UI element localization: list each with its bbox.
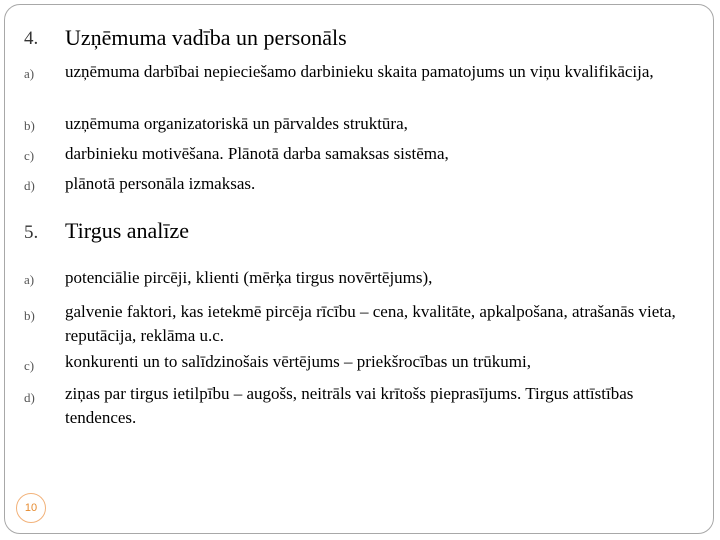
list-item-text: darbinieku motivēšana. Plānotā darba samaksas sistēma, — [65, 144, 449, 163]
section-5-number: 5. — [24, 222, 39, 243]
list-item-label: a) — [24, 66, 35, 81]
section-4-title: Uzņēmuma vadība un personāls — [65, 25, 347, 50]
list-item-label: b) — [24, 118, 35, 133]
list-item-text: uzņēmuma darbībai nepieciešamo darbinieku skaita pamatojums un viņu kvalifikācija, — [65, 62, 654, 81]
list-item-text: ziņas par tirgus ietilpību – augošs, neitrāls vai krītošs pieprasījums. Tirgus attīstības tendences. — [65, 384, 634, 427]
section-4-number: 4. — [24, 28, 39, 49]
list-item-label: d) — [24, 390, 35, 405]
list-item-label: a) — [24, 272, 35, 287]
list-item-text: konkurenti un to salīdzinošais vērtējums – priekšrocības un trūkumi, — [65, 352, 532, 371]
list-item-label: b) — [24, 308, 35, 323]
list-item-text: uzņēmuma organizatoriskā un pārvaldes struktūra, — [65, 114, 408, 133]
list-item-text: galvenie faktori, kas ietekmē pircēja rīcību – cena, kvalitāte, apkalpošana, atrašanās vieta, reputācija, reklāma u.c. — [65, 302, 676, 345]
list-item-text: potenciālie pircēji, klienti (mērķa tirgus novērtējums), — [65, 268, 433, 287]
list-item-text: plānotā personāla izmaksas. — [65, 174, 256, 193]
list-item-label: c) — [24, 358, 35, 373]
page-number: 10 — [16, 493, 46, 523]
list-item-label: c) — [24, 148, 35, 163]
section-5-title: Tirgus analīze — [65, 218, 190, 243]
list-item-label: d) — [24, 178, 35, 193]
